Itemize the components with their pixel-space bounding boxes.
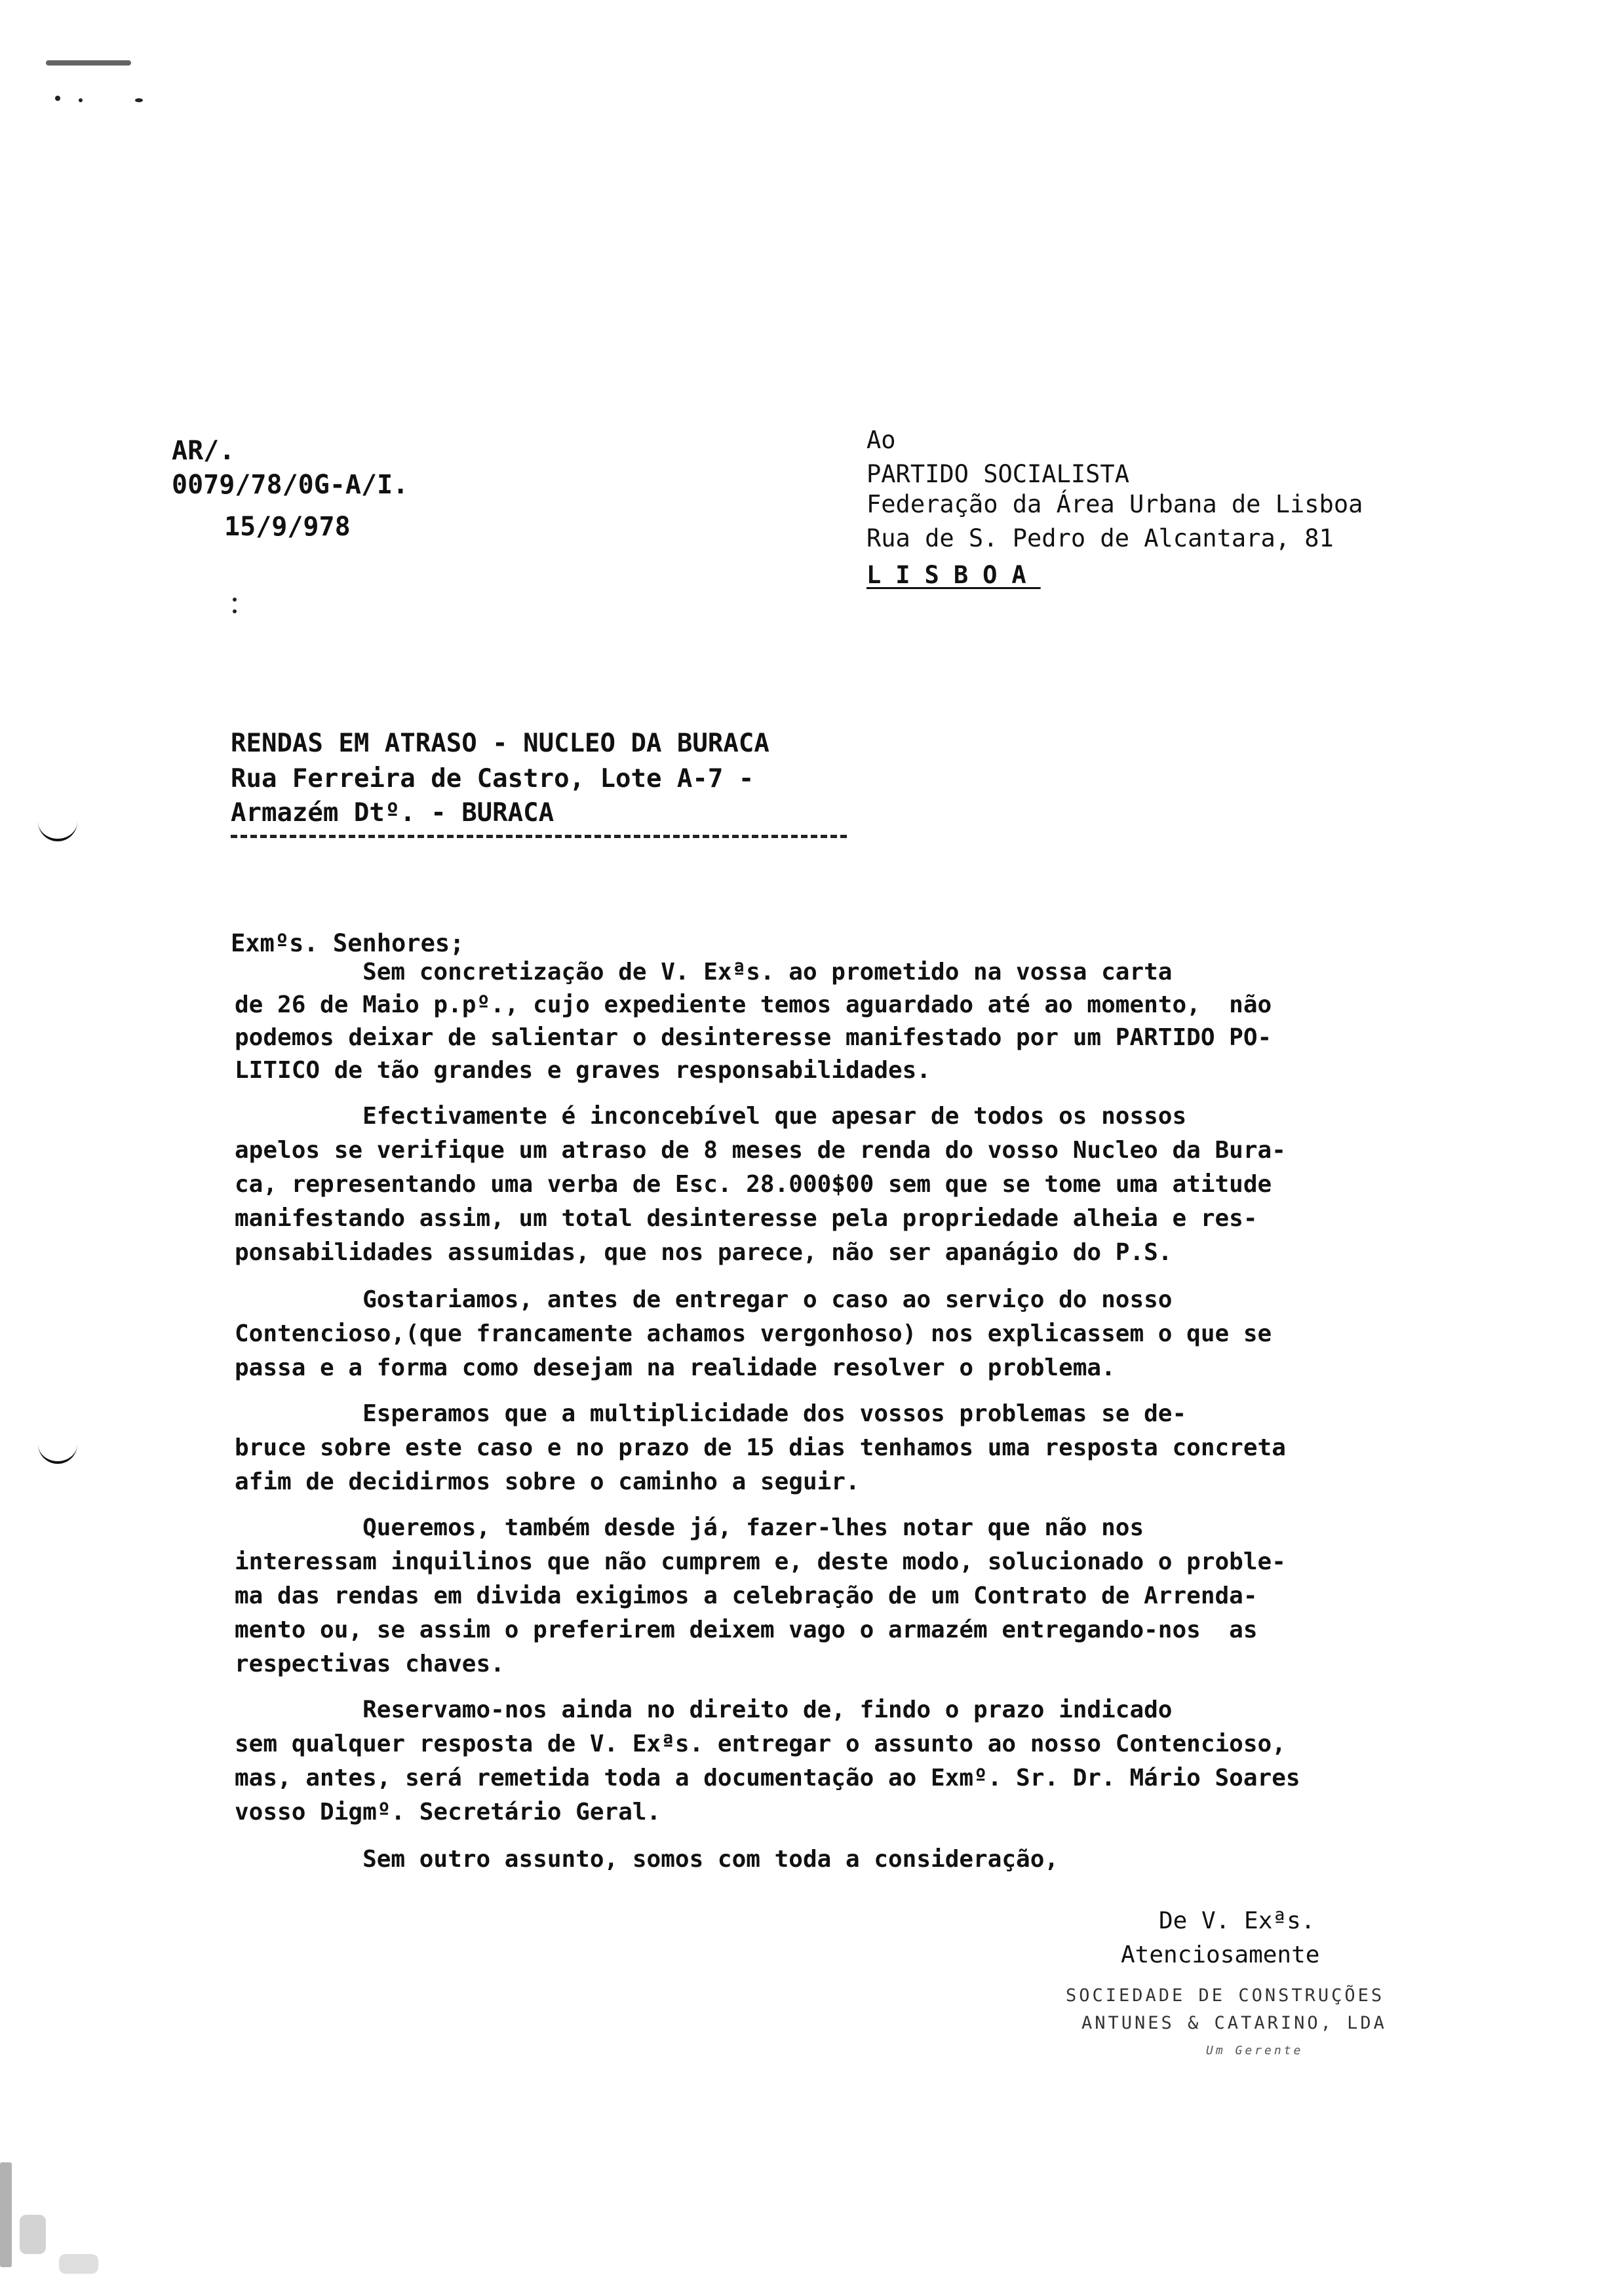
paragraph-1-line-2: de 26 de Maio p.pº., cujo expediente temos aguardado até ao momento, não: [235, 991, 1272, 1018]
paragraph-2-line-2: apelos se verifique um atraso de 8 meses de renda do vosso Nucleo da Bura-: [235, 1137, 1286, 1164]
recipient-name: PARTIDO SOCIALISTA: [866, 460, 1129, 488]
paragraph-7-line-1: Sem outro assunto, somos com toda a consideração,: [235, 1846, 1059, 1873]
paragraph-4-line-1: Esperamos que a multiplicidade dos vossos problemas se de-: [235, 1400, 1187, 1427]
company-stamp-signatory: Um Gerente: [1206, 2044, 1304, 2057]
greeting: Exmºs. Senhores;: [231, 929, 465, 957]
subject-underline: [231, 835, 847, 838]
paragraph-1-line-3: podemos deixar de salientar o desinteresse manifestado por um PARTIDO PO-: [235, 1024, 1272, 1051]
paragraph-5-line-1: Queremos, também desde já, fazer-lhes notar que não nos: [235, 1514, 1144, 1541]
paragraph-2-line-5: ponsabilidades assumidas, que nos parece, não ser apanágio do P.S.: [235, 1239, 1173, 1266]
recipient-city: LISBOA: [866, 561, 1041, 589]
subject-line-1: RENDAS EM ATRASO - NUCLEO DA BURACA: [231, 729, 769, 758]
paragraph-2-line-4: manifestando assim, um total desinteresse pela propriedade alheia e res-: [235, 1205, 1258, 1232]
scan-mark: [0, 2162, 12, 2267]
paragraph-4-line-3: afim de decidirmos sobre o caminho a seguir.: [235, 1468, 860, 1495]
scan-mark: [46, 60, 131, 66]
scan-mark: [20, 2215, 46, 2254]
paragraph-3-line-2: Contencioso,(que francamente achamos vergonhoso) nos explicassem o que se: [235, 1320, 1272, 1347]
paragraph-3-line-1: Gostariamos, antes de entregar o caso ao serviço do nosso: [235, 1286, 1173, 1313]
paragraph-5-line-5: respectivas chaves.: [235, 1651, 505, 1677]
subject-line-3: Armazém Dtº. - BURACA: [231, 798, 555, 828]
paragraph-3-line-3: passa e a forma como desejam na realidade resolver o problema.: [235, 1354, 1116, 1381]
margin-mark: [38, 819, 77, 841]
paragraph-5-line-3: ma das rendas em divida exigimos a celebração de um Contrato de Arrenda-: [235, 1582, 1258, 1609]
paragraph-2-line-3: ca, representando uma verba de Esc. 28.000$00 sem que se tome uma atitude: [235, 1171, 1272, 1198]
paragraph-6-line-2: sem qualquer resposta de V. Exªs. entregar o assunto ao nosso Contencioso,: [235, 1731, 1286, 1757]
company-stamp-line-1: SOCIEDADE DE CONSTRUÇÕES: [1066, 1985, 1385, 2006]
paragraph-1-line-1: Sem concretização de V. Exªs. ao prometido na vossa carta: [235, 959, 1173, 985]
scan-mark: [79, 98, 83, 102]
company-stamp-line-2: ANTUNES & CATARINO, LDA: [1081, 2013, 1387, 2033]
paragraph-6-line-4: vosso Digmº. Secretário Geral.: [235, 1799, 661, 1826]
scan-mark: [59, 2254, 98, 2274]
scan-mark: [55, 96, 60, 101]
closing-line-2: Atenciosamente: [1121, 1942, 1320, 1968]
recipient-address-line-2: Rua de S. Pedro de Alcantara, 81: [866, 524, 1334, 552]
scan-mark: [233, 598, 237, 602]
paragraph-5-line-4: mento ou, se assim o preferirem deixem vago o armazém entregando-nos as: [235, 1617, 1258, 1643]
paragraph-6-line-1: Reservamo-nos ainda no direito de, findo o prazo indicado: [235, 1696, 1173, 1723]
closing-line-1: De V. Exªs.: [1159, 1907, 1315, 1934]
paragraph-5-line-2: interessam inquilinos que não cumprem e, deste modo, solucionado o proble-: [235, 1548, 1286, 1575]
paragraph-1-line-4: LITICO de tão grandes e graves responsabilidades.: [235, 1057, 931, 1084]
recipient-address-line-1: Federação da Área Urbana de Lisboa: [866, 490, 1363, 518]
recipient-prefix: Ao: [866, 426, 896, 454]
reference-number: 0079/78/0G-A/I.: [172, 470, 409, 500]
letter-date: 15/9/978: [224, 512, 351, 542]
margin-mark: [38, 1442, 77, 1464]
scan-mark: [233, 609, 237, 613]
paragraph-2-line-1: Efectivamente é inconcebível que apesar de todos os nossos: [235, 1103, 1187, 1130]
paragraph-6-line-3: mas, antes, será remetida toda a documentação ao Exmº. Sr. Dr. Mário Soares: [235, 1765, 1300, 1791]
reference-line-1: AR/.: [172, 436, 235, 466]
subject-line-2: Rua Ferreira de Castro, Lote A-7 -: [231, 764, 754, 794]
scan-mark: [135, 98, 143, 102]
paragraph-4-line-2: bruce sobre este caso e no prazo de 15 dias tenhamos uma resposta concreta: [235, 1434, 1286, 1461]
